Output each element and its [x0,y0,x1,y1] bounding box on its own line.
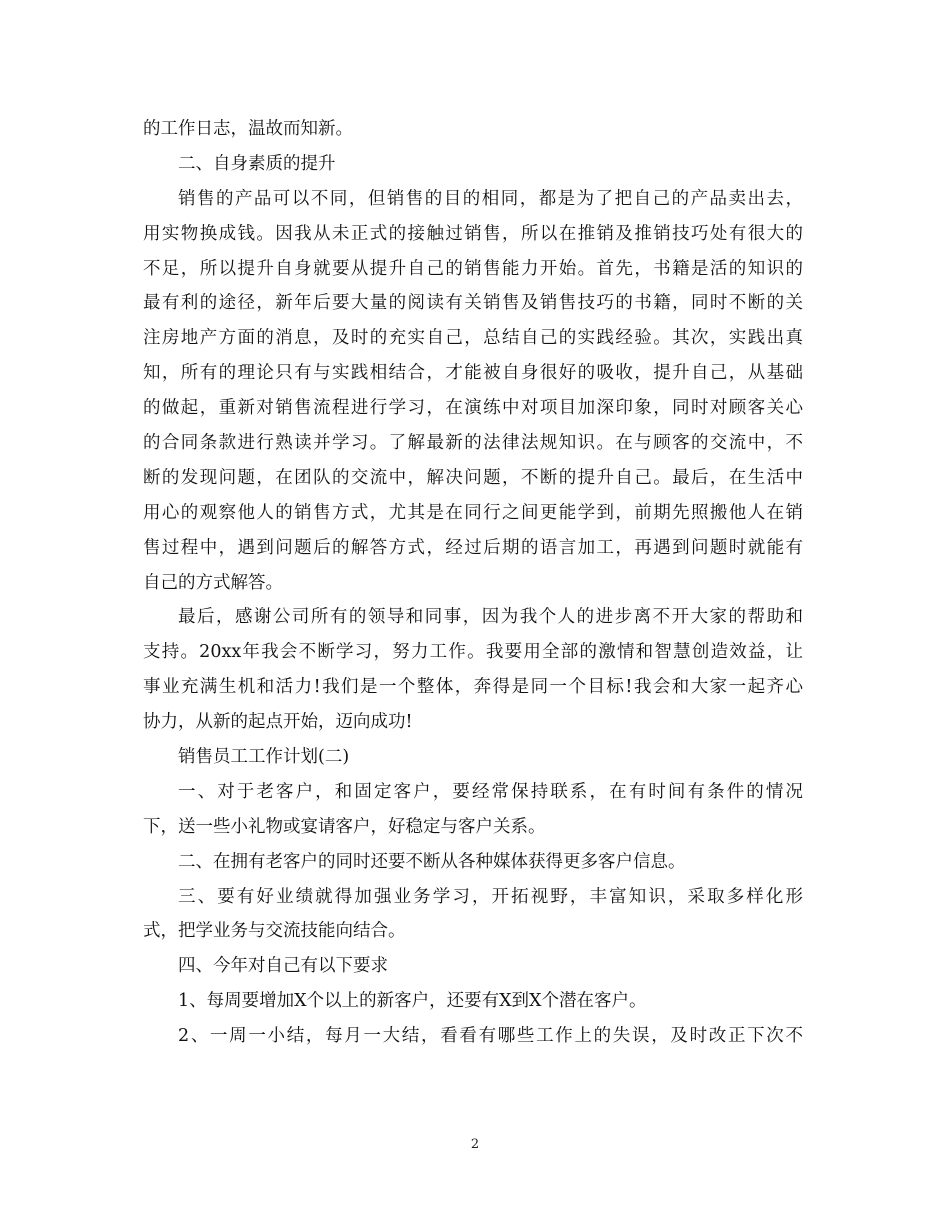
list-item: 2、一周一小结，每月一大结，看看有哪些工作上的失误，及时改正下次不 [178,1026,803,1047]
list-item: 1、每周要增加X个以上的新客户，还要有X到X个潜在客户。 [178,991,647,1012]
page-number: 2 [470,1137,480,1152]
text-line: 注房地产方面的消息，及时的充实自己，总结自己的实践经验。其次，实践出真 [143,328,803,349]
text-line: 式，把学业务与交流技能向结合。 [143,921,406,942]
text-line: 的工作日志，温故而知新。 [143,119,353,139]
text-line: 用心的观察他人的销售方式，尤其是在同行之间更能学到，前期先照搬他人在销 [143,502,803,523]
text-line: 三、要有好业绩就得加强业务学习，开拓视野，丰富知识，采取多样化形 [178,886,803,907]
text-line: 最有利的途径，新年后要大量的阅读有关销售及销售技巧的书籍，同时不断的关 [143,293,803,314]
text-line: 断的发现问题，在团队的交流中，解决问题，不断的提升自己。最后，在生活中 [143,467,803,488]
section-heading: 二、自身素质的提升 [178,153,336,174]
text-line: 知，所有的理论只有与实践相结合，才能被自身很好的吸收，提升自己，从基础 [143,363,803,384]
text-line: 售过程中，遇到问题后的解答方式，经过后期的语言加工，再遇到问题时就能有 [143,537,803,558]
text-line: 的合同条款进行熟读并学习。了解最新的法律法规知识。在与顾客的交流中，不 [143,433,803,454]
document-body [143,112,803,1054]
text-line: 的做起，重新对销售流程进行学习，在演练中对项目加深印象，同时对顾客关心 [143,398,803,419]
text-line: 销售的产品可以不同，但销售的目的相同，都是为了把自己的产品卖出去， [178,188,803,209]
section-heading: 四、今年对自己有以下要求 [178,956,388,977]
text-line: 自己的方式解答。 [143,572,283,593]
text-line: 下，送一些小礼物或宴请客户，好稳定与客户关系。 [143,816,546,837]
section-heading: 销售员工工作计划(二) [178,747,350,768]
text-line: 协力，从新的起点开始，迈向成功! [143,712,413,733]
text-line: 用实物换成钱。因我从未正式的接触过销售，所以在推销及推销技巧处有很大的 [143,223,803,244]
text-line: 二、在拥有老客户的同时还要不断从各种媒体获得更多客户信息。 [178,851,686,872]
text-line: 不足，所以提升自身就要从提升自己的销售能力开始。首先，书籍是活的知识的 [143,258,803,279]
text-line: 事业充满生机和活力!我们是一个整体，奔得是同一个目标!我会和大家一起齐心 [143,677,803,698]
text-line: 一、对于老客户，和固定客户，要经常保持联系，在有时间有条件的情况 [178,781,803,802]
text-line: 支持。20xx年我会不断学习，努力工作。我要用全部的激情和智慧创造效益，让 [143,642,803,663]
text-line: 最后，感谢公司所有的领导和同事，因为我个人的进步离不开大家的帮助和 [178,607,803,628]
